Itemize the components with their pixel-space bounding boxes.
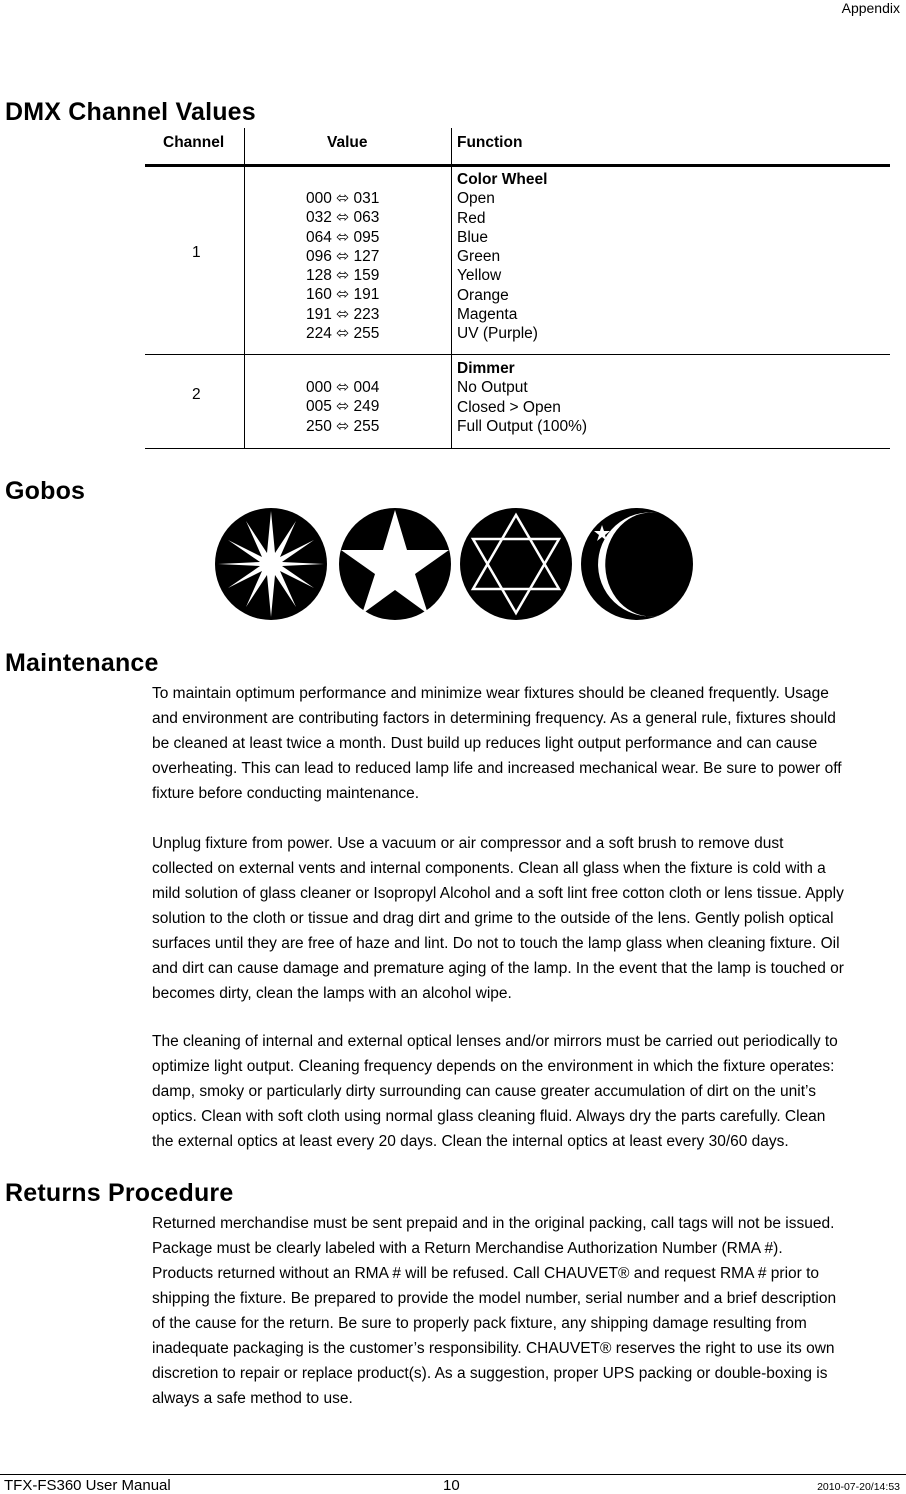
paragraph-line: of the cause for the return. Be sure to properly pack fixture, any shipping damage resulting from: [152, 1315, 807, 1332]
paragraph-line: Package must be clearly labeled with a Return Merchandise Authorization Number (RMA #).: [152, 1240, 783, 1257]
column-header-channel: Channel: [163, 134, 225, 151]
function-label: UV (Purple): [457, 325, 538, 343]
paragraph-line: discretion to repair or replace product(s). As a suggestion, proper UPS packing or double-boxing is: [152, 1365, 828, 1382]
value-range: 032 ⬄ 063: [306, 209, 380, 227]
value-cell: [306, 189, 379, 343]
paragraph-line: optimize light output. Cleaning frequency depends on the environment in which the fixture operates:: [152, 1058, 835, 1075]
column-divider: [451, 128, 452, 449]
footer-page-number: 10: [443, 1477, 460, 1494]
maintenance-paragraph: [152, 1029, 906, 1154]
star-of-david-gobo-icon: [459, 507, 573, 621]
paragraph-line: To maintain optimum performance and minimize wear fixtures should be cleaned frequently. Usage: [152, 685, 829, 702]
paragraph-line: Unplug fixture from power. Use a vacuum or air compressor and a soft brush to remove dust: [152, 835, 784, 852]
value-cell: [306, 378, 379, 436]
paragraph-line: becomes dirty, clean the lamps with an alcohol wipe.: [152, 985, 512, 1002]
function-label: Magenta: [457, 306, 518, 324]
value-range: 224 ⬄ 255: [306, 325, 380, 343]
function-label: Open: [457, 190, 495, 208]
function-label: Red: [457, 209, 486, 227]
function-label: Closed > Open: [457, 398, 561, 416]
paragraph-line: inadequate packaging is the customer’s responsibility. CHAUVET® reserves the right to use its own: [152, 1340, 835, 1357]
header-section-name: Appendix: [841, 0, 900, 16]
paragraph-line: damp, smoky or particularly dirty surrounding can cause greater accumulation of dirt on the unit’s: [152, 1083, 816, 1100]
value-range: 160 ⬄ 191: [306, 286, 380, 304]
paragraph-line: The cleaning of internal and external optical lenses and/or mirrors must be carried out periodically to: [152, 1033, 838, 1050]
starburst-gobo-icon: [214, 507, 328, 621]
value-range: 000 ⬄ 031: [306, 190, 380, 207]
channel-cell: 2: [192, 386, 201, 403]
function-label: Green: [457, 248, 501, 266]
footer-rule: [0, 1474, 906, 1475]
paragraph-line: solution to the cloth or tissue and drag dirt and grime to the outside of the lens. Gently polish optical: [152, 910, 834, 927]
returns-paragraph: [152, 1211, 902, 1411]
maintenance-paragraph: [152, 681, 906, 806]
value-range: 000 ⬄ 004: [306, 379, 380, 396]
function-label: Full Output (100%): [457, 417, 588, 435]
column-header-value: Value: [327, 134, 368, 151]
function-cell: [457, 170, 547, 344]
gobos-title: Gobos: [5, 477, 86, 505]
paragraph-line: Returned merchandise must be sent prepaid and in the original packing, call tags will not be issued.: [152, 1215, 835, 1232]
value-range: 096 ⬄ 127: [306, 247, 380, 265]
function-label: Yellow: [457, 267, 502, 285]
star-gobo-icon: [338, 507, 452, 621]
paragraph-line: and environment are contributing factors in determining frequency. As a general rule, fixtures should: [152, 710, 836, 727]
paragraph-line: overheating. This can lead to reduced lamp life and increased mechanical wear. Be sure to power off: [152, 760, 842, 777]
function-title: Dimmer: [457, 360, 515, 377]
maintenance-paragraph: [152, 831, 906, 1006]
paragraph-line: always a safe method to use.: [152, 1390, 353, 1407]
value-range: 250 ⬄ 255: [306, 417, 380, 435]
returns-title: Returns Procedure: [5, 1179, 234, 1207]
paragraph-line: the external optics at least every 20 days. Clean the internal optics at least every 30/60 days.: [152, 1133, 789, 1150]
function-label: No Output: [457, 379, 528, 397]
paragraph-line: Products returned without an RMA # will be refused. Call CHAUVET® and request RMA # prior to: [152, 1265, 820, 1282]
paragraph-line: surfaces until they are free of haze and lint. Do not to touch the lamp glass when cleaning fixture. Oil: [152, 935, 840, 952]
row-divider: [145, 354, 890, 355]
column-divider: [244, 128, 245, 449]
function-title: Color Wheel: [457, 171, 548, 188]
maintenance-title: Maintenance: [5, 649, 159, 677]
value-range: 005 ⬄ 249: [306, 398, 380, 416]
paragraph-line: optics. Clean with soft cloth using normal glass cleaning fluid. Always dry the parts carefully. Clean: [152, 1108, 826, 1125]
column-header-function: Function: [457, 134, 523, 151]
paragraph-line: and dirt can cause damage and premature aging of the lamp. In the event that the lamp is touched or: [152, 960, 844, 977]
paragraph-line: collected on external vents and internal components. Clean all glass when the fixture is cold with a: [152, 860, 826, 877]
function-cell: [457, 359, 587, 436]
dmx-title: DMX Channel Values: [5, 98, 256, 126]
row-divider: [145, 448, 890, 449]
paragraph-line: be cleaned at least twice a month. Dust build up reduces light output performance and can cause: [152, 735, 818, 752]
function-label: Orange: [457, 286, 509, 304]
function-label: Blue: [457, 228, 489, 246]
paragraph-line: mild solution of glass cleaner or Isopropyl Alcohol and a soft lint free cotton cloth or lens tissue. Apply: [152, 885, 844, 902]
footer-timestamp: 2010-07-20/14:53: [817, 1481, 900, 1493]
gobo-images: [214, 507, 694, 622]
moon-and-star-gobo-icon: [580, 507, 694, 621]
header-rule: [145, 164, 890, 167]
paragraph-line: shipping the fixture. Be prepared to provide the model number, serial number and a brief description: [152, 1290, 837, 1307]
value-range: 128 ⬄ 159: [306, 267, 380, 285]
channel-cell: 1: [192, 244, 201, 261]
value-range: 191 ⬄ 223: [306, 305, 380, 323]
footer-manual-name: TFX-FS360 User Manual: [4, 1477, 171, 1494]
value-range: 064 ⬄ 095: [306, 228, 380, 246]
paragraph-line: fixture before conducting maintenance.: [152, 785, 420, 802]
